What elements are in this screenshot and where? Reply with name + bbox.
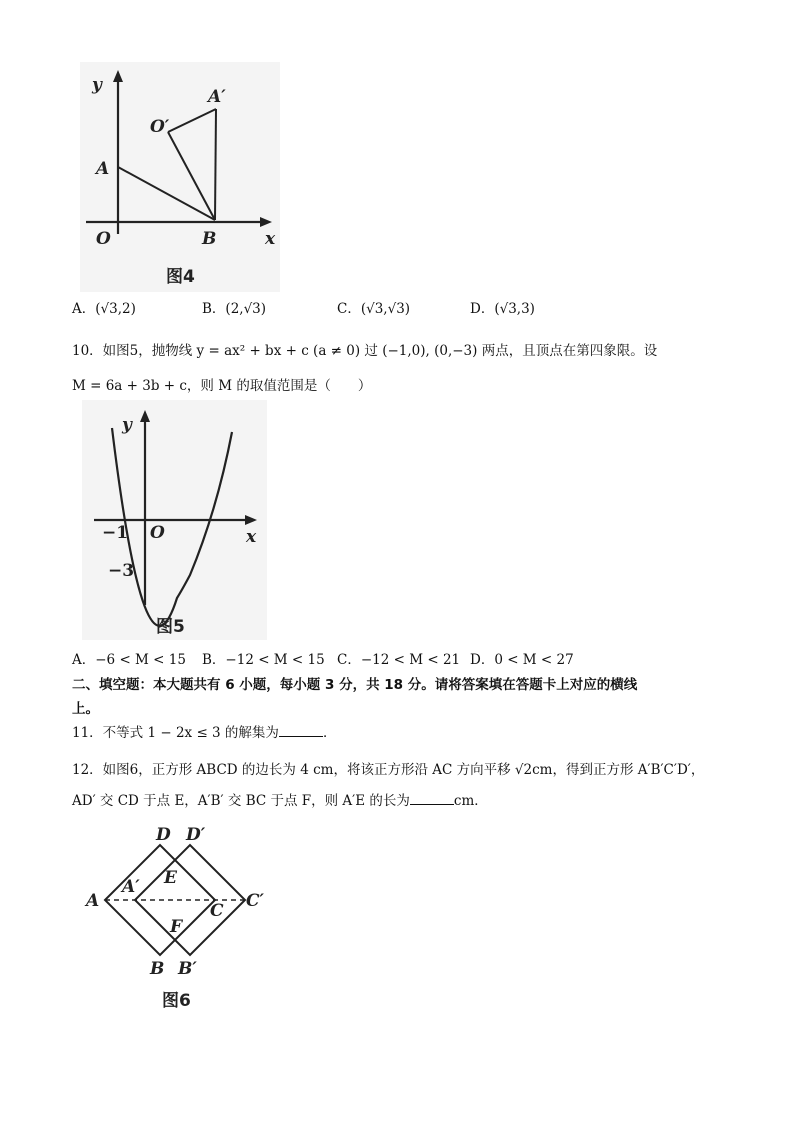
label-e: E [164,868,177,888]
q9-option-a-letter: A． [72,301,96,317]
label-f: F [170,917,183,937]
q11-text: 11．不等式 1 − 2x ≤ 3 的解集为 [72,725,279,741]
q9-option-a-value: (√3,2) [95,301,136,317]
label-d: D [156,825,171,845]
q9-option-c-value: (√3,√3) [360,301,411,317]
q9-option-b-letter: B． [202,301,226,317]
q9-options [72,300,632,320]
q12-line-2-text: AD′ 交 CD 于点 E，A′B′ 交 BC 于点 F，则 A′E 的长为 [72,793,410,809]
label-a: A [96,159,110,179]
figure-4-caption: 图4 [166,267,195,287]
label-origin: O [96,229,111,249]
figure-6 [80,820,280,1015]
q10-option-d-value: 0 < M < 27 [494,652,574,668]
q9-option-b-value: (2,√3) [225,301,267,317]
label-x: x [265,229,276,249]
q12-answer-blank [410,792,454,805]
figure-5-caption: 图5 [156,617,185,637]
label-b: B [150,959,165,979]
q10-options [72,651,672,671]
label-b-prime: B′ [178,959,197,979]
q11 [72,724,336,742]
label-a-prime: A′ [122,877,140,897]
figure-6-caption: 图6 [162,991,191,1011]
section-2-heading-line-2: 上。 [72,701,99,717]
label-neg3: −3 [108,561,135,581]
q10-option-c-value: −12 < M < 21 [360,652,461,668]
q9-option-d-value: (√3,3) [494,301,535,317]
label-x: x [246,527,257,547]
q9-option-c-letter: C． [337,301,361,317]
figure-4 [80,62,280,292]
label-c-prime: C′ [246,891,265,911]
q10-line-2: M = 6a + 3b + c，则 M 的取值范围是（ ） [72,378,372,394]
q10-option-a-value: −6 < M < 15 [95,652,186,668]
label-a-prime: A′ [208,87,226,107]
q11-answer-blank [279,724,323,737]
label-c: C [210,901,224,921]
q12-line-2-end: cm． [453,793,488,809]
label-a: A [86,891,100,911]
q11-end: ． [322,725,337,741]
q10-option-b-letter: B． [202,652,226,668]
label-y: y [92,75,102,95]
q10-option-b-value: −12 < M < 15 [225,652,325,668]
label-neg1: −1 [102,523,129,543]
q10-option-a-letter: A． [72,652,96,668]
q12-line-2 [72,792,488,810]
q10-option-c-letter: C． [337,652,361,668]
q10-line-1: 10．如图5，抛物线 y = ax² + bx + c (a ≠ 0) 过 (−1,0), (0,−3) 两点，且顶点在第四象限。设 [72,343,658,359]
figure-5 [82,400,267,640]
label-origin: O [150,523,165,543]
label-o-prime: O′ [150,117,170,137]
q9-option-d-letter: D． [470,301,495,317]
label-b: B [202,229,217,249]
label-d-prime: D′ [186,825,206,845]
q12-line-1: 12．如图6，正方形 ABCD 的边长为 4 cm，将该正方形沿 AC 方向平移 √2cm，得到正方形 A′B′C′D′， [72,762,705,778]
label-y: y [122,415,132,435]
section-2-heading-line-1: 二、填空题：本大题共有 6 小题，每小题 3 分，共 18 分。请将答案填在答题卡上对应的横线 [72,677,638,693]
q10-option-d-letter: D． [470,652,495,668]
